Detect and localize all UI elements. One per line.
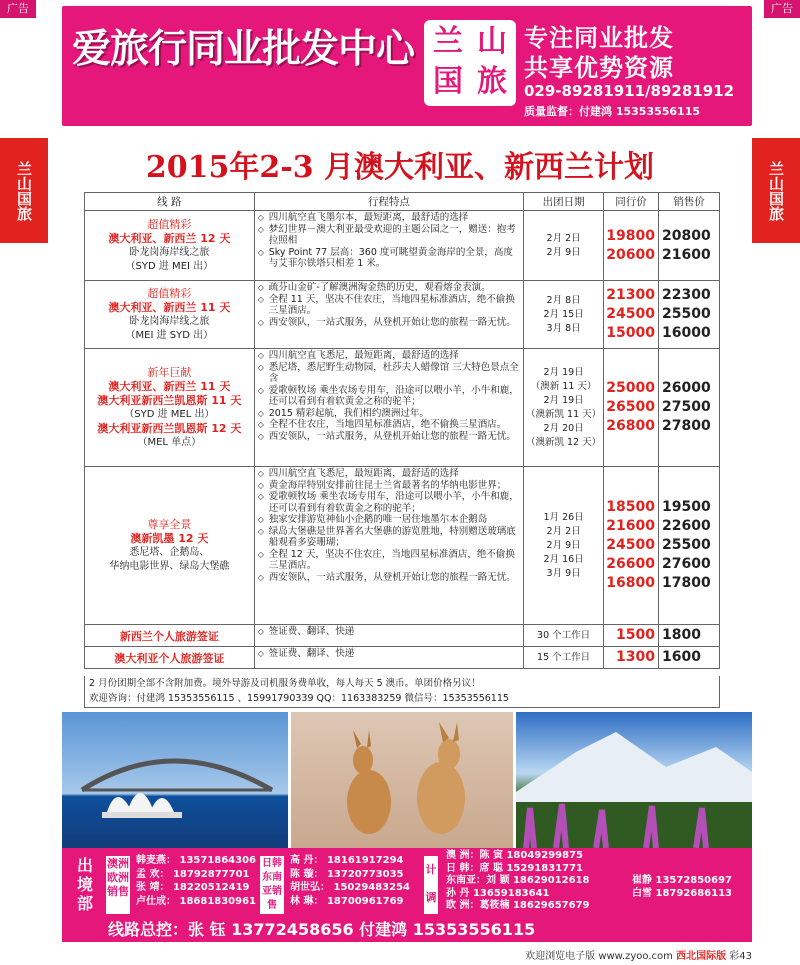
sale-price-cell: 22300 25500 16000 bbox=[659, 281, 720, 349]
route-cell: 超值精彩 澳大利亚、新西兰 12 天 卧龙岗海岸线之旅 （SYD 进 MEI 出） bbox=[85, 211, 255, 281]
feature-cell: ◇ 签证费、翻译、快递 bbox=[254, 625, 523, 647]
kangaroo-photo bbox=[291, 712, 513, 848]
new-zealand-mountain-photo bbox=[516, 712, 752, 848]
sale-price-cell: 1800 bbox=[659, 625, 720, 647]
ad-label-left: 广告 bbox=[0, 0, 36, 18]
hotline: 029-89281911/89281912 bbox=[524, 82, 735, 100]
table-row bbox=[85, 625, 720, 647]
dates-cell: 30 个工作日 bbox=[524, 625, 604, 647]
operations-list: 澳 洲：陈 寅 18049299875 日 韩：席 聪 15291831771 东南亚：刘 颖 18629012618 孙 丹 13659183641 欧 洲：葛筱楠 18629657679 bbox=[446, 850, 590, 911]
sales-list-aus-eur: 韩麦燕： 13571864306 孟 欢： 18792877701 张 靖： 18220512419 卢仕成： 18681830961 bbox=[136, 855, 257, 907]
slogan-line-1: 专注同业批发 bbox=[524, 24, 674, 52]
tour-table bbox=[84, 192, 720, 669]
table-row bbox=[85, 467, 720, 625]
page-number: 彩43 bbox=[729, 951, 752, 962]
operations-list-extra: 崔静 13572850697 白雪 18792686113 bbox=[632, 875, 733, 899]
feature-cell: ◇ 四川航空直飞悉尼，最短距离，最舒适的选择 ◇ 黄金海岸特别安排前往昆士兰省最著名的华纳电影世界； ◇ 爱歌顿牧场 乘坐农场专用车，沿途可以喂小羊，小牛和鹿，还可以看到有着软黄金之称的驼羊； ◇ 独家安排游览神仙小企鹅的唯一居住地墨尔本企鹅岛 ◇ 绿岛大堡礁是世界著名大堡礁的游览胜地，特别赠送玻璃底船观看多姿珊瑚； ◇ 全程 12 天，坚决不住农庄，当地四星标准酒店，绝不偷换三星酒店。 ◇ 西安领队，一站式服务，从登机开始让您的旅程一路无忧。 bbox=[254, 467, 523, 625]
dates-cell: 15 个工作日 bbox=[524, 647, 604, 669]
group-label-operations: 计调 bbox=[424, 856, 438, 914]
dates-cell: 2月 19日 （澳新 11 天） 2月 19日 （澳新凯 11 天） 2月 20日 （澳新凯 12 天） bbox=[524, 349, 604, 467]
group-label-aus-eur: 澳洲欧洲销售 bbox=[106, 856, 130, 914]
ad-label-right: 广告 bbox=[764, 0, 800, 18]
notes: 2 月份团期全部不含附加费。境外导游及司机服务费单收，每人每天 5 澳币。单团价格另议！ 欢迎咨询：付建鸿 15353556115 、15991790339 QQ：1163383259 微信号：15353556115 bbox=[84, 676, 720, 708]
sale-price-cell: 20800 21600 bbox=[659, 211, 720, 281]
feature-cell: ◇ 疏芬山金矿-了解澳洲淘金热的历史，观看熔金表演。 ◇ 全程 11 天，坚决不住农庄，当地四星标准酒店，绝不偷换三星酒店。 ◇ 西安领队，一站式服务，从登机开始让您的旅程一路无忧。 bbox=[254, 281, 523, 349]
group-label-jp-kr-sea: 日韩东南亚销售 bbox=[260, 856, 284, 914]
department-label: 出境部 bbox=[76, 856, 93, 913]
visa-name: 澳大利亚个人旅游签证 bbox=[85, 647, 255, 669]
slogan-line-2: 共享优势资源 bbox=[524, 54, 674, 82]
route-cell: 尊享全景 澳新凯墨 12 天 悉尼塔、企鹅岛、 华纳电影世界、绿岛大堡礁 bbox=[85, 467, 255, 625]
page-title: 2015年2-3 月澳大利亚、新西兰计划 bbox=[145, 150, 655, 185]
sale-price-cell: 26000 27500 27800 bbox=[659, 349, 720, 467]
sale-price-cell: 19500 22600 25500 27600 17800 bbox=[659, 467, 720, 625]
route-control-line: 线路总控：张 钰 13772458656 付建鸿 15353556115 bbox=[108, 920, 536, 939]
peer-price-cell: 1500 bbox=[604, 625, 659, 647]
section-label: 西北国际版 bbox=[676, 951, 727, 962]
table-row bbox=[85, 349, 720, 467]
table-row bbox=[85, 211, 720, 281]
peer-price-cell: 1300 bbox=[604, 647, 659, 669]
table-header-row: 线 路 行程特点 出团日期 同行价 销售价 bbox=[85, 193, 720, 211]
peer-price-cell: 18500 21600 24500 26600 16800 bbox=[604, 467, 659, 625]
contact-panel bbox=[62, 848, 752, 942]
peer-price-cell: 25000 26500 26800 bbox=[604, 349, 659, 467]
sydney-opera-house-photo bbox=[62, 712, 288, 848]
header-banner bbox=[62, 6, 752, 126]
feature-cell: ◇ 四川航空直飞墨尔本，最短距离，最舒适的选择 ◇ 梦幻世界－澳大利亚最受欢迎的主题公园之一，赠送：抱考拉照相 ◇ Sky Point 77 层高：360 度可眺望黄金海岸的全景，高度与艾菲尔铁塔只相差 1 米。 bbox=[254, 211, 523, 281]
route-cell: 超值精彩 澳大利亚、新西兰 11 天 卧龙岗海岸线之旅 （MEI 进 SYD 出） bbox=[85, 281, 255, 349]
feature-cell: ◇ 签证费、翻译、快递 bbox=[254, 647, 523, 669]
table-row bbox=[85, 281, 720, 349]
peer-price-cell: 19800 20600 bbox=[604, 211, 659, 281]
sale-price-cell: 1600 bbox=[659, 647, 720, 669]
dates-cell: 1月 26日 2月 2日 2月 9日 2月 16日 3月 9日 bbox=[524, 467, 604, 625]
table-row bbox=[85, 647, 720, 669]
visa-name: 新西兰个人旅游签证 bbox=[85, 625, 255, 647]
dates-cell: 2月 2日 2月 9日 bbox=[524, 211, 604, 281]
side-tab-right: 兰山国旅 bbox=[752, 138, 800, 243]
sales-list-jp-kr-sea: 高 丹： 18161917294 陈 璇： 13720773035 胡世弘： 15029483254 林 琳： 18700961769 bbox=[290, 855, 411, 907]
company-logo: 兰 山 国 旅 bbox=[424, 20, 516, 106]
quality-supervision: 质量监督：付建鸿 15353556115 bbox=[524, 105, 701, 118]
brand-title: 爱旅行同业批发中心 bbox=[72, 26, 415, 72]
dates-cell: 2月 8日 2月 15日 3月 8日 bbox=[524, 281, 604, 349]
side-tab-left: 兰山国旅 bbox=[0, 138, 48, 243]
feature-cell: ◇ 四川航空直飞悉尼，最短距离，最舒适的选择 ◇ 悉尼塔，悉尼野生动物园，杜莎夫人蜡像馆 三大特色景点全含 ◇ 爱歌顿牧场 乘坐农场专用车，沿途可以喂小羊，小牛和鹿，还可以看到有着软黄金之称的驼羊； ◇ 2015 精彩起航，我们相约澳洲过年。 ◇ 全程不住农庄，当地四星标准酒店，绝不偷换三星酒店。 ◇ 西安领队，一站式服务，从登机开始让您的旅程一路无忧。 bbox=[254, 349, 523, 467]
peer-price-cell: 21300 24500 15000 bbox=[604, 281, 659, 349]
footer: 欢迎浏览电子版 www.zyoo.com 西北国际版 彩43 bbox=[525, 951, 752, 962]
route-cell: 新年巨献 澳大利亚、新西兰 11 天 澳大利亚新西兰凯恩斯 11 天 （SYD 进 MEL 出） 澳大利亚新西兰凯恩斯 12 天 （MEL 单点） bbox=[85, 349, 255, 467]
